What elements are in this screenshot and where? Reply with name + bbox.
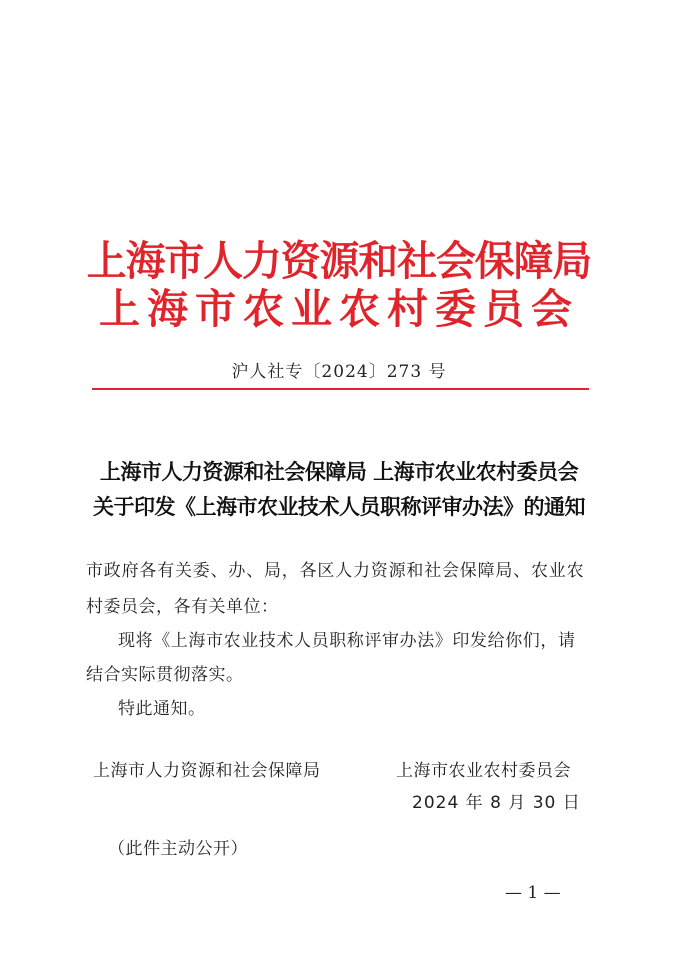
- closing-line: 特此通知。: [118, 699, 206, 719]
- issuer-header-line-1: 上海市人力资源和社会保障局: [86, 237, 592, 285]
- recipients-line-1: 市政府各有关委、办、局，各区人力资源和社会保障局、农业农: [86, 561, 585, 581]
- document-title-line-2: 关于印发《上海市农业技术人员职称评审办法》的通知: [93, 494, 585, 519]
- document-title-line-1: 上海市人力资源和社会保障局 上海市农业农村委员会: [99, 459, 579, 484]
- red-separator-line: [92, 388, 589, 390]
- content-line-1: 现将《上海市农业技术人员职称评审办法》印发给你们，请: [118, 631, 576, 651]
- signature-issuer-right: 上海市农业农村委员会: [396, 761, 571, 781]
- content-line-2: 结合实际贯彻落实。: [86, 665, 244, 685]
- signature-date: 2024 年 8 月 30 日: [412, 793, 581, 813]
- document-number: 沪人社专〔2024〕273 号: [231, 362, 447, 382]
- issuer-header-line-2: 上海市农业农村委员会: [99, 285, 579, 333]
- signature-issuer-left: 上海市人力资源和社会保障局: [93, 761, 321, 781]
- recipients-line-2: 村委员会，各有关单位：: [86, 597, 279, 617]
- page-number: — 1 —: [505, 883, 561, 903]
- public-disclosure-note: （此件主动公开）: [108, 839, 248, 859]
